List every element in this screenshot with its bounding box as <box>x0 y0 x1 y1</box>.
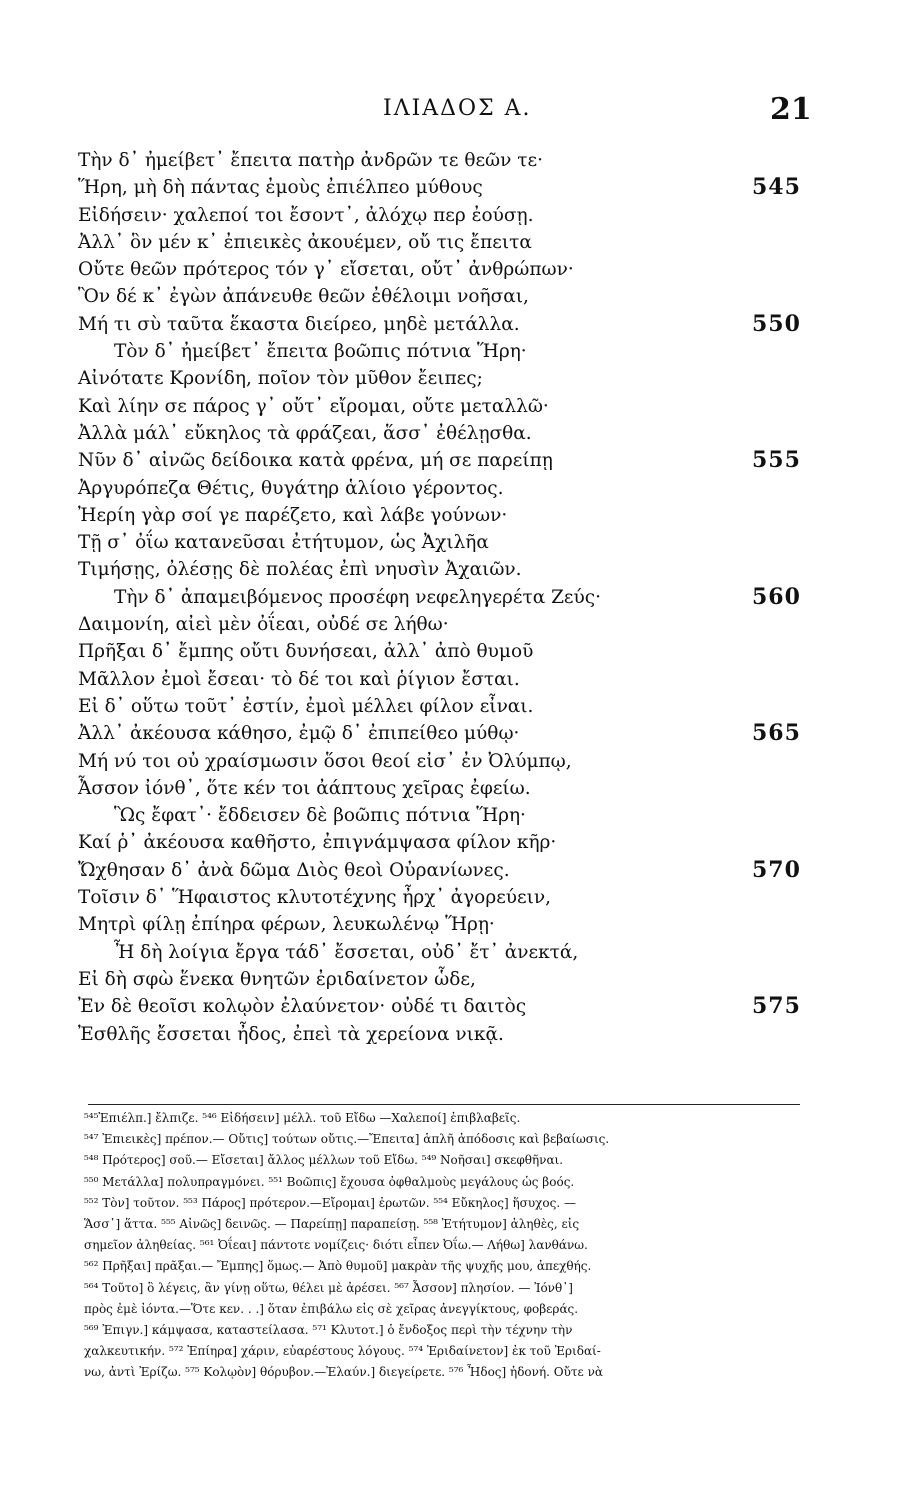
verse-text: Ἠερίη γὰρ σοί γε παρέζετο, καὶ λάβε γούνων· <box>78 504 508 526</box>
verse-line <box>78 911 823 938</box>
verse-text: Εἰδήσειν· χαλεποί τοι ἔσοντ᾽, ἀλόχῳ περ ἐούσῃ. <box>78 204 534 226</box>
verse-line <box>78 283 823 310</box>
verse-text: Ἐσθλῆς ἔσσεται ἦδος, ἐπεὶ τὰ χερείονα νικᾷ. <box>78 1023 504 1045</box>
verse-line <box>78 256 823 283</box>
verse-line <box>78 775 823 802</box>
footnote-line: σημεῖον ἀληθείας. ⁵⁶¹ Ὀΐεαι] πάντοτε νομίζεις· διότι εἶπεν Ὀΐω.— Λήθω] λανθάνω. <box>84 1238 588 1253</box>
verse-line <box>78 202 823 229</box>
footnote-line: ⁵⁵⁰ Μετάλλα] πολυπραγμόνει. ⁵⁵¹ Βοῶπις] ἔχουσα ὀφθαλμοὺς μεγάλους ὡς βοός. <box>84 1174 575 1189</box>
verse-line <box>78 748 823 775</box>
verse-line <box>78 611 823 638</box>
line-number: 560 <box>752 583 801 610</box>
verse-text: Αἰνότατε Κρονίδη, ποῖον τὸν μῦθον ἔειπες; <box>78 368 483 390</box>
verse-line <box>78 147 823 174</box>
line-number: 565 <box>752 720 801 747</box>
verse-text: Μᾶλλον ἐμοὶ ἔσεαι· τὸ δέ τοι καὶ ῥίγιον ἔσται. <box>78 668 520 690</box>
verse-text: Ὃν δέ κ᾽ ἐγὼν ἀπάνευθε θεῶν ἐθέλοιμι νοῆσαι, <box>78 286 529 308</box>
verse-line <box>78 502 823 529</box>
footnote-line: χαλκευτικήν. ⁵⁷² Ἐπίηρα] χάριν, εὐαρέστους λόγους. ⁵⁷⁴ Ἐριδαίνετον] ἐκ τοῦ Ἐριδαί- <box>84 1344 601 1359</box>
verse-line <box>78 365 823 392</box>
verse-text: Δαιμονίη, αἰεὶ μὲν ὀΐεαι, οὐδέ σε λήθω· <box>78 614 449 636</box>
footnote-line: ⁵⁴⁵Ἐπιέλπ.] ἔλπιζε. ⁵⁴⁶ Εἰδήσειν] μέλλ. τοῦ Εἴδω —Χαλεποί] ἐπιβλαβεῖς. <box>84 1111 521 1125</box>
verse-text: Ἥρη, μὴ δὴ πάντας ἐμοὺς ἐπιέλπεο μύθους <box>78 177 483 199</box>
verse-line <box>78 529 823 556</box>
verse-text: Εἰ δ᾽ οὕτω τοῦτ᾽ ἐστίν, ἐμοὶ μέλλει φίλον εἶναι. <box>78 695 534 717</box>
verse-line <box>78 939 823 966</box>
footnote-line: Ἅσσ᾽] ἅττα. ⁵⁵⁵ Αἰνῶς] δεινῶς. — Παρείπῃ] παραπείσῃ. ⁵⁵⁸ Ἐτήτυμον] ἀληθὲς, εἰς <box>84 1216 580 1231</box>
footnote-line: ⁵⁶² Πρῆξαι] πρᾶξαι.— Ἔμπης] ὅμως.— Ἀπὸ θυμοῦ] μακρὰν τῆς ψυχῆς μου, ἀπεχθής. <box>84 1259 592 1274</box>
verse-text: Ὣς ἔφατ᾽· ἔδδεισεν δὲ βοῶπις πότνια Ἥρη· <box>114 805 526 827</box>
verse-line <box>78 420 823 447</box>
verse-line <box>78 1021 823 1048</box>
page-header <box>0 92 901 132</box>
footnote-line: ⁵⁵² Τὸν] τοῦτον. ⁵⁵³ Πάρος] πρότερον.—Εἴρομαι] ἐρωτῶν. ⁵⁵⁴ Εὔκηλος] ἥσυχος. — <box>84 1195 576 1210</box>
verse-text: Ἀλλ᾽ ἀκέουσα κάθησο, ἐμῷ δ᾽ ἐπιπείθεο μύθῳ· <box>78 723 520 745</box>
footnote-line: ⁵⁶⁹ Ἐπιγν.] κάμψασα, καταστείλασα. ⁵⁷¹ Κλυτοτ.] ὁ ἔνδοξος περὶ τὴν τέχνην τὴν <box>84 1322 573 1337</box>
verse-text: Ἆσσον ἰόνθ᾽, ὅτε κέν τοι ἀάπτους χεῖρας ἐφείω. <box>78 777 531 799</box>
running-title: ΙΛΙΑΔΟΣ Α. <box>383 96 532 121</box>
verse-text: Τὴν δ᾽ ἠμείβετ᾽ ἔπειτα πατὴρ ἀνδρῶν τε θεῶν τε· <box>78 150 543 171</box>
verse-line <box>78 829 823 856</box>
verse-text: Τὸν δ᾽ ἠμείβετ᾽ ἔπειτα βοῶπις πότνια Ἥρη· <box>114 341 527 363</box>
verse-text: Ἦ δὴ λοίγια ἔργα τάδ᾽ ἔσσεται, οὐδ᾽ ἔτ᾽ ἀνεκτά, <box>114 941 579 963</box>
verse-line <box>78 584 823 611</box>
verse-line <box>78 993 823 1020</box>
footnote-line: ⁵⁶⁴ Τοῦτο] ὃ λέγεις, ἂν γίνῃ οὕτω, θέλει μὲ ἀρέσει. ⁵⁶⁷ Ἆσσον] πλησίον. — Ἰόνθ᾽] <box>84 1280 573 1295</box>
verse-line <box>78 311 823 338</box>
verse-line <box>78 556 823 583</box>
verse-line <box>78 802 823 829</box>
verse-text: Μητρὶ φίλῃ ἐπίηρα φέρων, λευκωλένῳ Ἥρῃ· <box>78 914 495 936</box>
verse-text: Μή νύ τοι οὐ χραίσμωσιν ὅσοι θεοί εἰσ᾽ ἐν Ὀλύμπῳ, <box>78 750 572 772</box>
line-number: 545 <box>752 174 801 201</box>
verse-text: Νῦν δ᾽ αἰνῶς δείδοικα κατὰ φρένα, μή σε παρείπῃ <box>78 450 553 472</box>
verse-text: Ἀργυρόπεζα Θέτις, θυγάτηρ ἁλίοιο γέροντος. <box>78 477 504 499</box>
footnote-line: ⁵⁴⁷ Ἐπιεικὲς] πρέπον.— Οὔτις] τούτων οὔτις.—Ἔπειτα] ἁπλῆ ἀπόδοσις καὶ βεβαίωσις. <box>84 1132 610 1147</box>
line-number: 570 <box>752 856 801 883</box>
verse-text: Ὤχθησαν δ᾽ ἀνὰ δῶμα Διὸς θεοὶ Οὐρανίωνες. <box>78 859 510 881</box>
verse-line <box>78 666 823 693</box>
verse-text: Καί ῥ᾽ ἀκέουσα καθῆστο, ἐπιγνάμψασα φίλον κῆρ· <box>78 832 557 854</box>
footnotes <box>84 1108 804 1383</box>
verse-line <box>78 174 823 201</box>
verse-text: Καὶ λίην σε πάρος γ᾽ οὔτ᾽ εἴρομαι, οὔτε μεταλλῶ· <box>78 395 549 417</box>
footnote-line: νω, ἀντὶ Ἐρίζω. ⁵⁷⁵ Κολῳὸν] θόρυβον.—Ἐλαύν.] διεγείρετε. ⁵⁷⁶ Ἦδος] ἡδονή. Οὔτε νὰ <box>84 1365 603 1380</box>
verse-text: Τιμήσῃς, ὀλέσῃς δὲ πολέας ἐπὶ νηυσὶν Ἀχαιῶν. <box>78 559 522 581</box>
verse-text: Πρῆξαι δ᾽ ἔμπης οὔτι δυνήσεαι, ἀλλ᾽ ἀπὸ θυμοῦ <box>78 641 534 663</box>
verse-line <box>78 638 823 665</box>
verse-text: Τοῖσιν δ᾽ Ἥφαιστος κλυτοτέχνης ἦρχ᾽ ἀγορεύειν, <box>78 887 551 909</box>
footnote-line: ⁵⁴⁸ Πρότερος] σοῦ.— Εἴσεται] ἄλλος μέλλων τοῦ Εἴδω. ⁵⁴⁹ Νοῆσαι] σκεφθῆναι. <box>84 1153 564 1168</box>
verse-text: Οὔτε θεῶν πρότερος τόν γ᾽ εἴσεται, οὔτ᾽ ἀνθρώπων· <box>78 259 574 281</box>
verse-text: Ἐν δὲ θεοῖσι κολῳὸν ἐλαύνετον· οὐδέ τι δαιτὸς <box>78 996 527 1018</box>
verse-line <box>78 857 823 884</box>
verse-line <box>78 447 823 474</box>
verse-text: Εἰ δὴ σφὼ ἕνεκα θνητῶν ἐριδαίνετον ὧδε, <box>78 968 476 990</box>
footnote-divider <box>88 1104 800 1105</box>
line-number: 550 <box>752 310 801 337</box>
verse-line <box>78 693 823 720</box>
verse-line <box>78 229 823 256</box>
verse-line <box>78 966 823 993</box>
verse-line <box>78 475 823 502</box>
footnote-line: πρὸς ἐμὲ ἰόντα.—Ὅτε κεν. . .] ὅταν ἐπιβάλω εἰς σὲ χεῖρας ἀνεγγίκτους, φοβεράς. <box>84 1301 579 1316</box>
verse-block <box>78 147 823 1048</box>
verse-line <box>78 338 823 365</box>
verse-text: Μή τι σὺ ταῦτα ἕκαστα διείρεο, μηδὲ μετάλλα. <box>78 313 520 335</box>
verse-text: Ἀλλὰ μάλ᾽ εὔκηλος τὰ φράζεαι, ἅσσ᾽ ἐθέλῃσθα. <box>78 422 532 444</box>
verse-text: Ἀλλ᾽ ὃν μέν κ᾽ ἐπιεικὲς ἀκουέμεν, οὔ τις ἔπειτα <box>78 231 532 253</box>
verse-text: Τῇ σ᾽ ὀΐω κατανεῦσαι ἐτήτυμον, ὡς Ἀχιλῆα <box>78 532 489 554</box>
verse-line <box>78 720 823 747</box>
verse-text: Τὴν δ᾽ ἀπαμειβόμενος προσέφη νεφεληγερέτα Ζεύς· <box>114 586 602 608</box>
verse-line <box>78 393 823 420</box>
verse-line <box>78 884 823 911</box>
line-number: 555 <box>752 447 801 474</box>
line-number: 575 <box>752 993 801 1020</box>
page-number: 21 <box>770 92 812 127</box>
